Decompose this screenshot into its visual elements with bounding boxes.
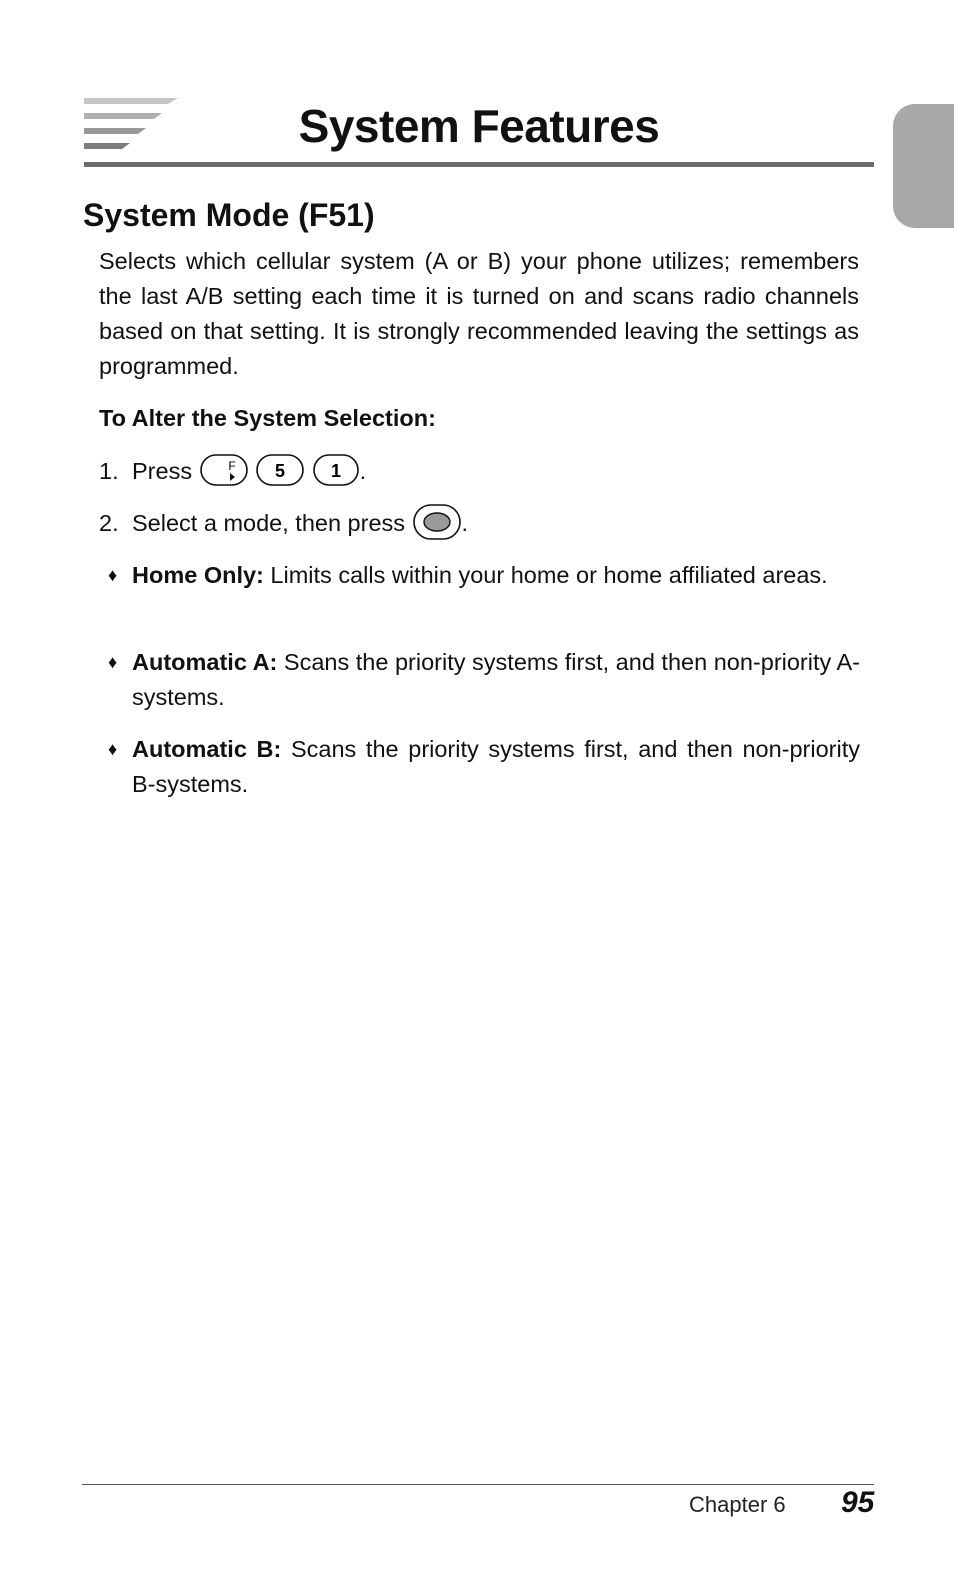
- title-rule: [84, 162, 874, 167]
- key-5-icon: [255, 453, 305, 487]
- step-number: 1.: [99, 458, 119, 484]
- diamond-bullet-icon: ♦: [108, 739, 118, 759]
- key-1-icon: [312, 453, 360, 487]
- option-item: [108, 732, 860, 802]
- function-key-label: F: [227, 458, 236, 473]
- page-number: 95: [841, 1486, 875, 1519]
- diamond-bullet-icon: ♦: [108, 565, 118, 585]
- chapter-side-tab: [893, 104, 954, 228]
- footer-rule: [82, 1484, 874, 1485]
- option-item: [108, 558, 860, 593]
- option-term: Automatic B:: [132, 736, 282, 762]
- step-text: Press: [132, 458, 193, 484]
- option-desc: Scans the priority systems first, and then non-priority B-systems.: [132, 736, 860, 797]
- step-end: .: [461, 510, 469, 536]
- key-5-label: 5: [275, 460, 286, 481]
- select-key-icon: [412, 503, 462, 541]
- step-number: 2.: [99, 510, 119, 536]
- function-key-icon: [199, 453, 249, 487]
- option-desc: Limits calls within your home or home affiliated areas.: [270, 562, 828, 588]
- option-item: [108, 645, 860, 715]
- option-desc: Scans the priority systems first, and then non-priority A-systems.: [132, 649, 861, 710]
- step-end: .: [359, 458, 367, 484]
- option-term: Automatic A:: [132, 649, 278, 675]
- step-text: Select a mode, then press: [132, 510, 406, 536]
- diamond-bullet-icon: ♦: [108, 652, 118, 672]
- option-term: Home Only:: [132, 562, 264, 588]
- step-2: [99, 506, 468, 541]
- footer-chapter: Chapter 6: [689, 1492, 786, 1517]
- page-title: System Features: [298, 100, 660, 152]
- step-1: [99, 454, 366, 488]
- section-heading: System Mode (F51): [83, 197, 375, 233]
- key-1-label: 1: [330, 460, 341, 481]
- procedure-heading: To Alter the System Selection:: [99, 405, 436, 431]
- intro-paragraph: Selects which cellular system (A or B) your phone utilizes; remembers the last A/B setting each time it is turned on and scans radio channels based on that setting. It is strongly recommended leaving the settings as programmed.: [99, 248, 859, 379]
